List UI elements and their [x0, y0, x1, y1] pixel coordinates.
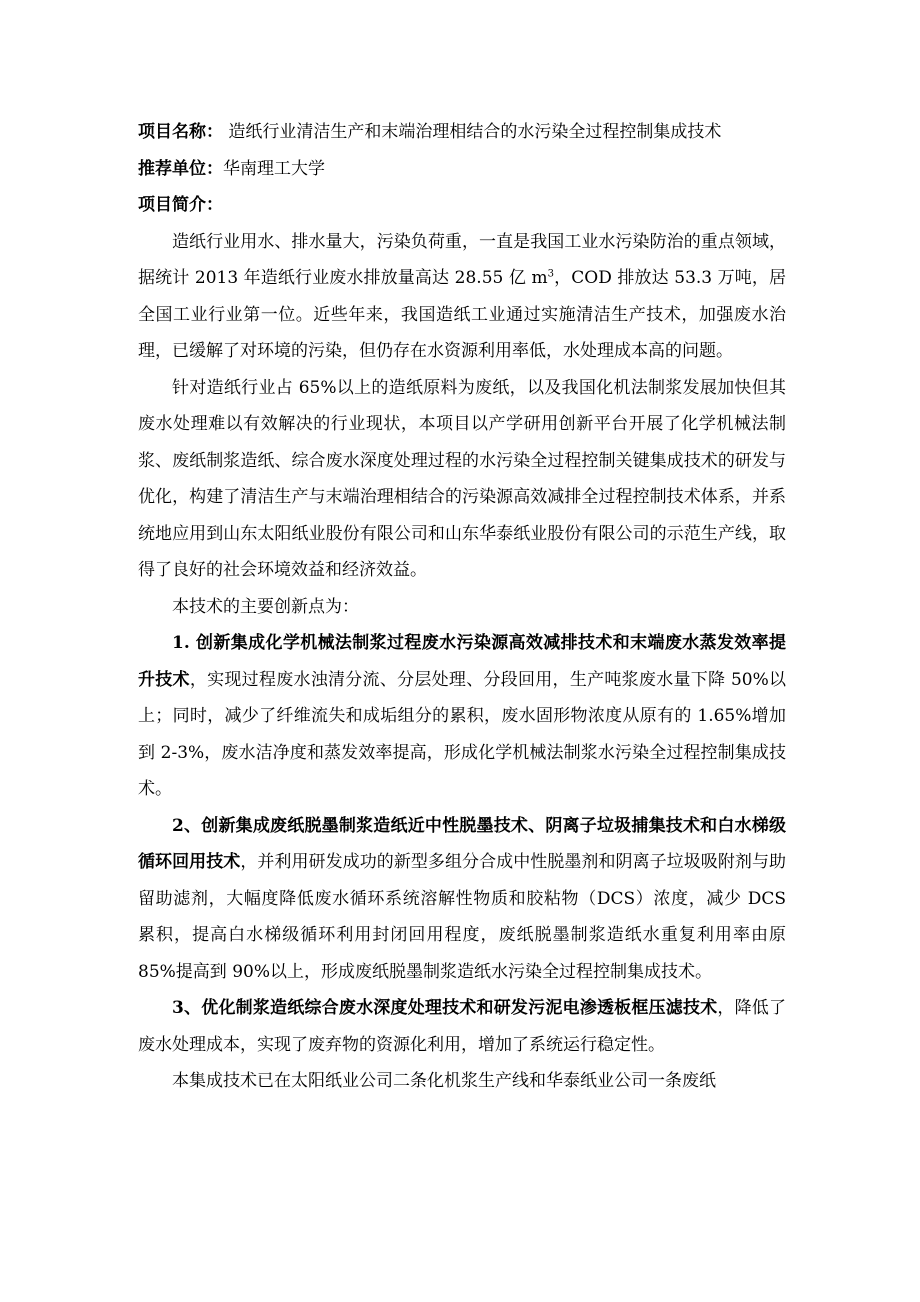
innovation-1-heading: 1. 创新集成化学机械法制浆过程废水污染源高效减排技术和末端废水蒸发效率提升技术: [138, 633, 786, 690]
project-name-label: 项目名称：: [138, 122, 223, 142]
paragraph-innovation-2: [138, 808, 786, 991]
project-intro-line: [138, 187, 786, 224]
recommending-unit-label: 推荐单位：: [138, 158, 223, 179]
paragraph-background-text-a: 造纸行业用水、排水量大，污染负荷重，一直是我国工业水污染防治的重点领域，据统计 2013 年造纸行业废水排放量高达 28.55 亿 m: [138, 231, 786, 288]
paragraph-innovation-3: [138, 990, 786, 1063]
recommending-unit-value: 华南理工大学: [223, 158, 325, 179]
paragraph-background: [138, 224, 786, 370]
innovation-1-text: ，实现过程废水浊清分流、分层处理、分段回用，生产吨浆废水量下降 50%以上；同时，减少了纤维流失和成垢组分的累积，废水固形物浓度从原有的 1.65%增加到 2-3%，废水洁净度和蒸发效率提高，形成化学机械法制浆水污染全过程控制集成技术。: [138, 669, 787, 799]
paragraph-innovations-intro: [138, 589, 786, 626]
paragraph-innovation-1: [138, 625, 786, 808]
innovation-2-heading: 2、创新集成废纸脱墨制浆造纸近中性脱墨技术、阴离子垃圾捕集技术和白水梯级循环回用技术: [138, 815, 786, 872]
document-body: [138, 114, 786, 1100]
paragraph-application: [138, 1063, 786, 1100]
paragraph-background-text-b: ，COD 排放达 53.3 万吨，居全国工业行业第一位。近些年来，我国造纸工业通过实施清洁生产技术，加强废水治理，已缓解了对环境的污染，但仍存在水资源利用率低，水处理成本高的问题。: [138, 268, 786, 361]
project-name-line: [138, 114, 786, 151]
innovation-3-text: ，降低了废水处理成本，实现了废弃物的资源化利用，增加了系统运行稳定性。: [138, 998, 787, 1055]
paragraph-overview: [138, 370, 786, 589]
project-name-value: 造纸行业清洁生产和末端治理相结合的水污染全过程控制集成技术: [223, 122, 722, 142]
paragraph-overview-text: 针对造纸行业占 65%以上的造纸原料为废纸，以及我国化机法制浆发展加快但其废水处理难以有效解决的行业现状，本项目以产学研用创新平台开展了化学机械法制浆、废纸制浆造纸、综合废水深度处理过程的水污染全过程控制关键集成技术的研发与优化，构建了清洁生产与末端治理相结合的污染源高效减排全过程控制技术体系，并系统地应用到山东太阳纸业股份有限公司和山东华泰纸业股份有限公司的示范生产线，取得了良好的社会环境效益和经济效益。: [138, 377, 786, 580]
project-intro-label: 项目简介：: [138, 195, 223, 215]
cubic-superscript: 3: [547, 268, 555, 280]
paragraph-application-text: 本集成技术已在太阳纸业公司二条化机浆生产线和华泰纸业公司一条废纸: [172, 1071, 716, 1091]
paragraph-innovations-intro-text: 本技术的主要创新点为：: [172, 596, 359, 617]
innovation-2-text: ，并利用研发成功的新型多组分合成中性脱墨剂和阴离子垃圾吸附剂与助留助滤剂，大幅度降低废水循环系统溶解性物质和胶粘物（DCS）浓度，减少 DCS 累积，提高白水梯级循环利用封闭回用程度，废纸脱墨制浆造纸水重复利用率由原 85%提高到 90%以上，形成废纸脱墨制浆造纸水污染全过程控制集成技术。: [138, 852, 787, 982]
recommending-unit-line: [138, 151, 786, 188]
innovation-3-heading: 3、优化制浆造纸综合废水深度处理技术和研发污泥电渗透板框压滤技术: [172, 998, 718, 1018]
